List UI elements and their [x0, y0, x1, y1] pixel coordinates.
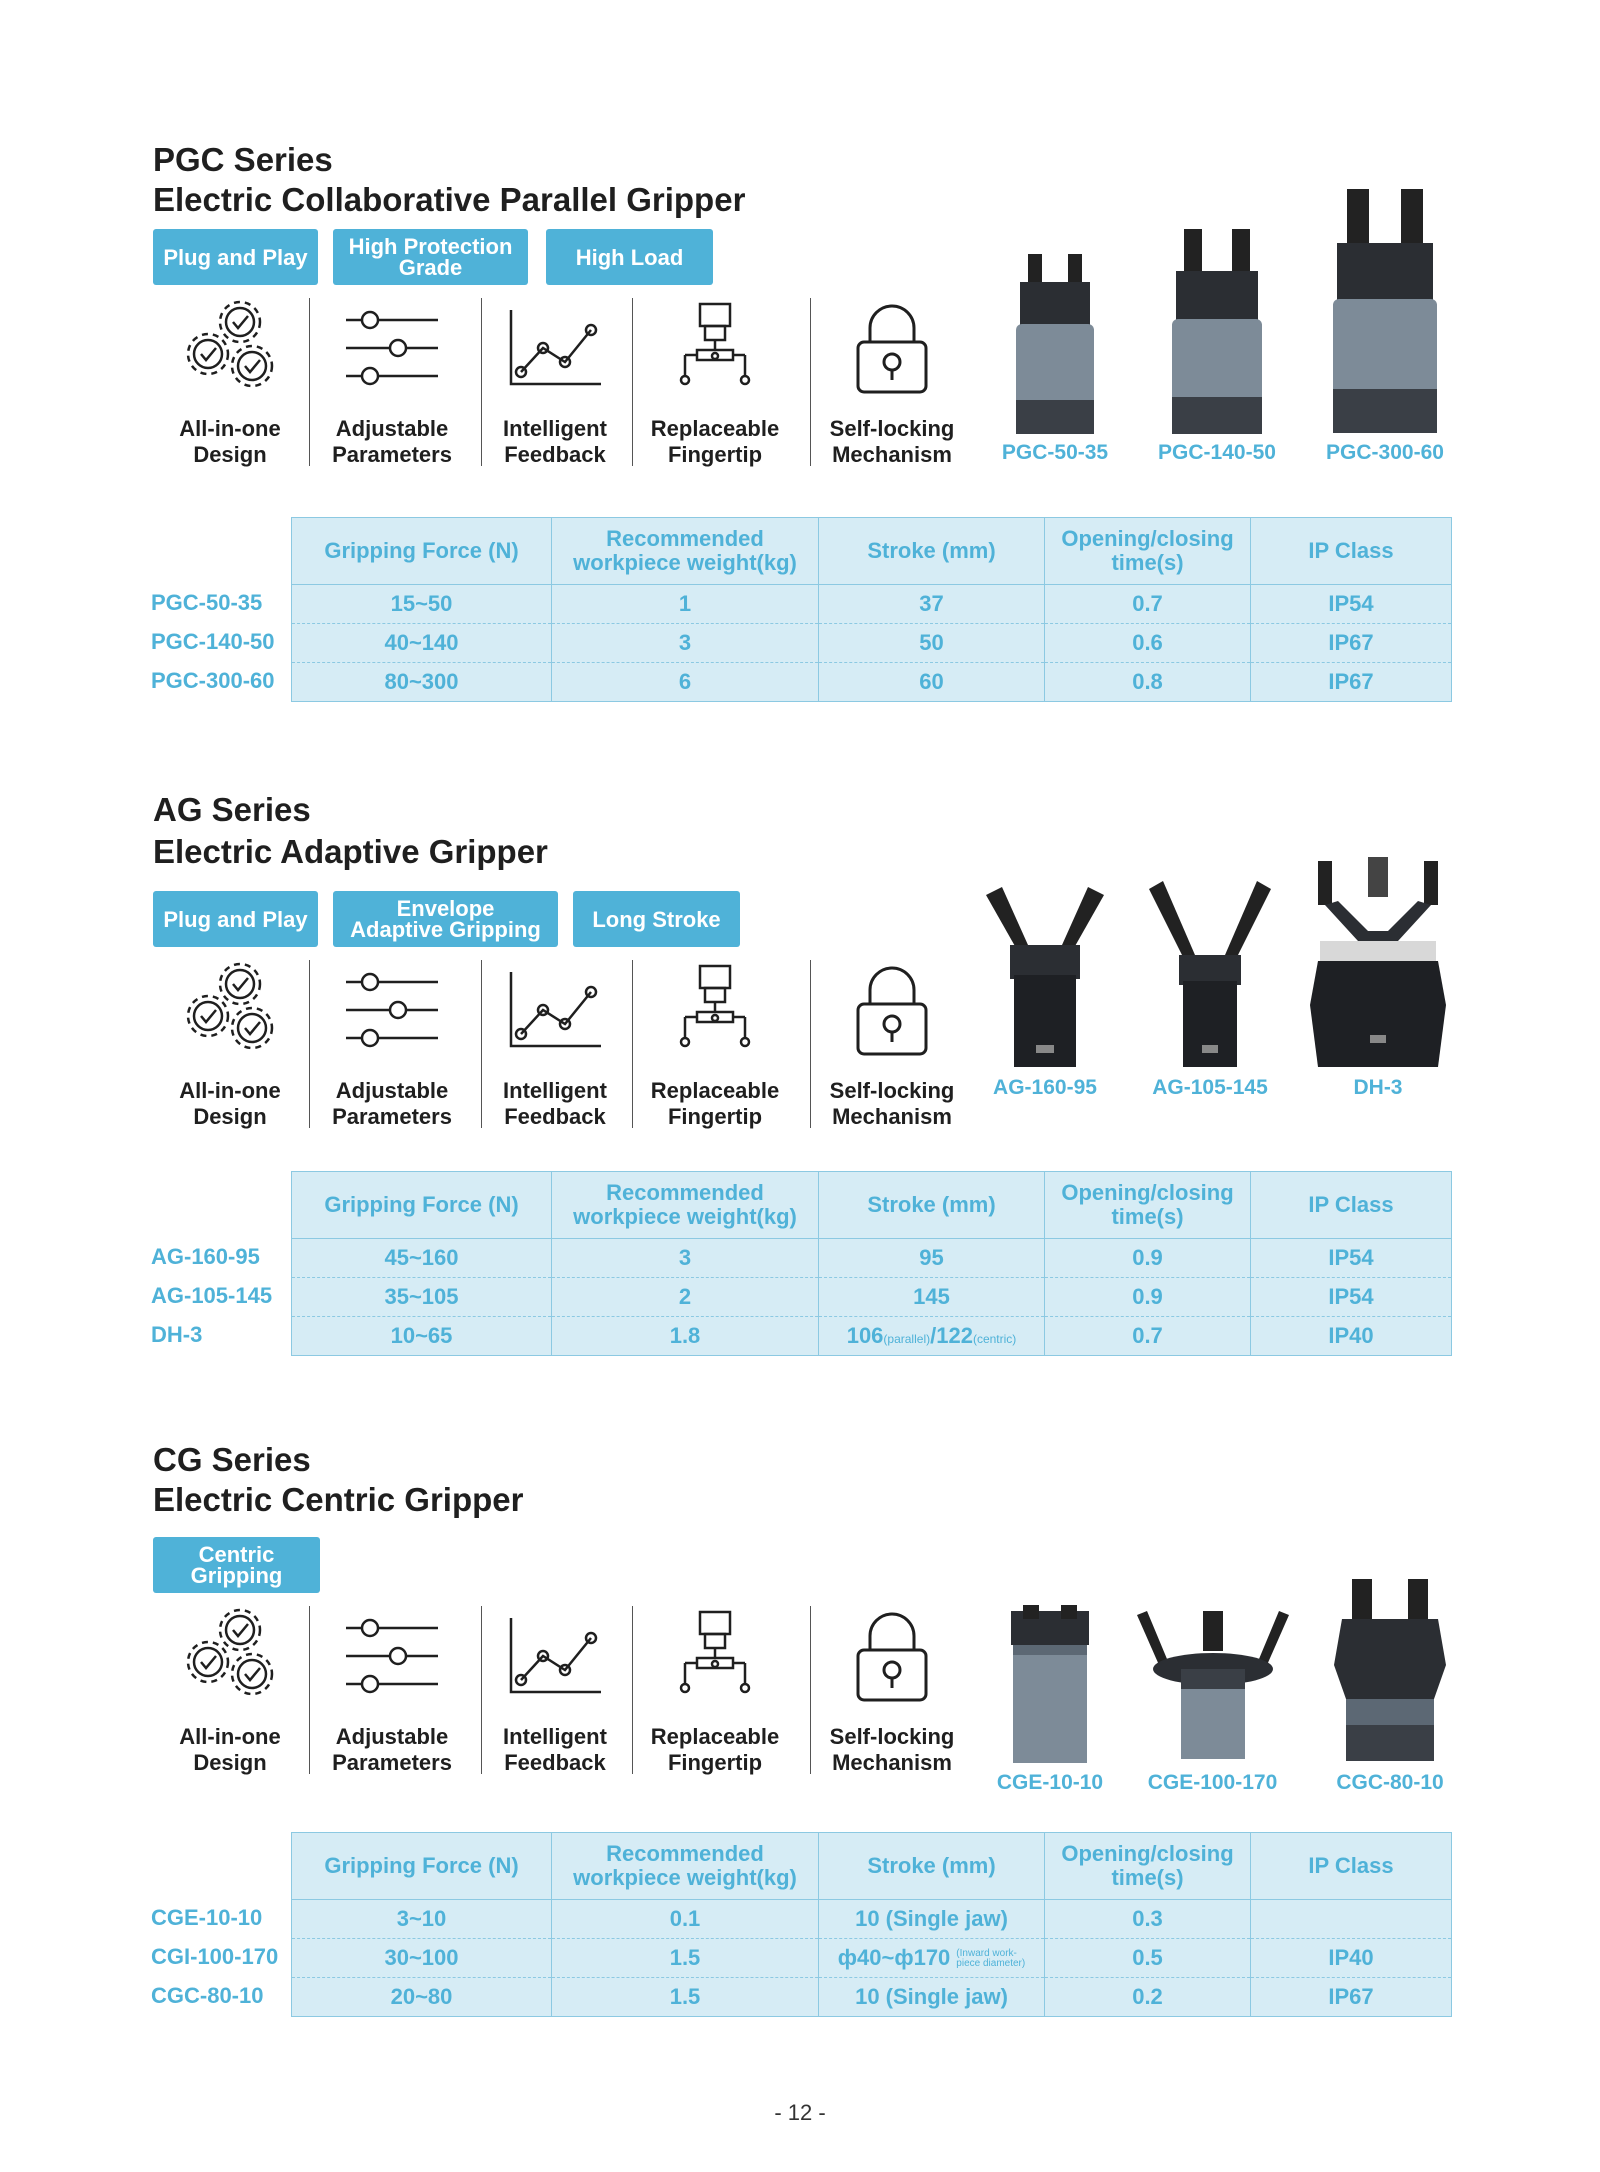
product-image	[1008, 240, 1103, 435]
cell-force: 3~10	[292, 1900, 552, 1939]
tag-plug-and-play: Plug and Play	[153, 229, 318, 285]
cell-stroke: 145	[819, 1278, 1045, 1317]
feature-label: Self-locking Mechanism	[829, 1724, 955, 1775]
cell-weight: 2	[552, 1278, 819, 1317]
divider	[632, 1606, 633, 1774]
stroke-value: ф40~ф170	[837, 1945, 951, 1970]
feature-all-in-one	[174, 960, 286, 1130]
col-header: Recommended workpiece weight(kg)	[552, 1833, 819, 1900]
feature-self-locking	[822, 298, 962, 468]
feature-adjustable	[322, 298, 462, 468]
col-header: Gripping Force (N)	[292, 518, 552, 585]
col-header: Recommended workpiece weight(kg)	[552, 518, 819, 585]
feature-intelligent	[490, 960, 620, 1130]
product-image	[1133, 1595, 1293, 1765]
product-name: CGE-10-10	[996, 1771, 1104, 1794]
cell-ip: IP54	[1251, 585, 1452, 624]
row-label: CGC-80-10	[151, 1983, 264, 2008]
spec-table	[291, 1171, 1452, 1356]
product-image	[1162, 215, 1272, 435]
feature-label: Replaceable Fingertip	[650, 416, 780, 467]
gripper-fingertip-icon	[665, 960, 765, 1060]
divider	[810, 960, 811, 1128]
gripper-fingertip-icon	[665, 298, 765, 398]
cell-weight: 1.5	[552, 1978, 819, 2017]
product-name: PGC-50-35	[1001, 441, 1109, 464]
feature-replaceable	[645, 1606, 785, 1776]
spec-table	[291, 1832, 1452, 2017]
tag-envelope-adaptive: Envelope Adaptive Gripping	[333, 891, 558, 947]
col-header: Opening/closing time(s)	[1045, 1172, 1251, 1239]
stroke-note: (Inward work- piece diameter)	[956, 1948, 1026, 1970]
product-cge-10-10	[990, 1600, 1110, 1795]
stroke-note: (parallel)	[883, 1332, 931, 1346]
col-header: Gripping Force (N)	[292, 1833, 552, 1900]
product-cge-100-170	[1130, 1595, 1295, 1795]
cell-time: 0.3	[1045, 1900, 1251, 1939]
feature-intelligent	[490, 298, 620, 468]
cell-ip	[1251, 1900, 1452, 1939]
sliders-icon	[342, 298, 442, 398]
feature-replaceable	[645, 960, 785, 1130]
cell-ip: IP67	[1251, 663, 1452, 702]
divider	[481, 960, 482, 1128]
page-number: - 12 -	[774, 2100, 826, 2125]
feature-label: All-in-one Design	[179, 1724, 281, 1775]
product-image	[1298, 850, 1458, 1070]
feature-label: All-in-one Design	[179, 1078, 281, 1129]
feature-intelligent	[490, 1606, 620, 1776]
product-image	[980, 870, 1110, 1070]
col-header: Opening/closing time(s)	[1045, 518, 1251, 585]
cell-weight: 3	[552, 1239, 819, 1278]
divider	[309, 1606, 310, 1774]
product-pgc-50-35	[995, 240, 1115, 465]
product-name: CGC-80-10	[1336, 1771, 1444, 1794]
spec-table	[291, 517, 1452, 702]
cell-ip: IP54	[1251, 1278, 1452, 1317]
table-row	[292, 1978, 1452, 2017]
feature-self-locking	[822, 1606, 962, 1776]
product-image	[1145, 870, 1275, 1070]
cell-stroke: 37	[819, 585, 1045, 624]
product-dh-3	[1298, 850, 1458, 1100]
row-label: AG-160-95	[151, 1244, 260, 1269]
col-header: IP Class	[1251, 518, 1452, 585]
cell-stroke: 10 (Single jaw)	[819, 1900, 1045, 1939]
gripper-fingertip-icon	[665, 1606, 765, 1706]
cell-ip: IP40	[1251, 1317, 1452, 1356]
product-name: AG-105-145	[1152, 1076, 1268, 1099]
col-header: Stroke (mm)	[819, 1833, 1045, 1900]
cell-stroke: 10 (Single jaw)	[819, 1978, 1045, 2017]
col-header: IP Class	[1251, 1833, 1452, 1900]
cell-force: 80~300	[292, 663, 552, 702]
cell-weight: 1	[552, 585, 819, 624]
padlock-icon	[842, 298, 942, 398]
feature-all-in-one	[174, 1606, 286, 1776]
divider	[632, 960, 633, 1128]
feature-self-locking	[822, 960, 962, 1130]
cell-force: 30~100	[292, 1939, 552, 1978]
feature-row	[0, 1606, 1000, 1786]
cell-stroke: 95	[819, 1239, 1045, 1278]
row-label: AG-105-145	[151, 1283, 273, 1308]
col-header: Recommended workpiece weight(kg)	[552, 1172, 819, 1239]
product-name: CGE-100-170	[1147, 1771, 1278, 1794]
cell-ip: IP40	[1251, 1939, 1452, 1978]
feature-adjustable	[322, 960, 462, 1130]
cell-stroke	[819, 1317, 1045, 1356]
row-label: PGC-50-35	[151, 590, 263, 615]
cell-time: 0.9	[1045, 1278, 1251, 1317]
row-label: PGC-140-50	[151, 629, 275, 654]
cell-time: 0.6	[1045, 624, 1251, 663]
cell-force: 20~80	[292, 1978, 552, 2017]
col-header: IP Class	[1251, 1172, 1452, 1239]
divider	[632, 298, 633, 466]
cell-weight: 1.8	[552, 1317, 819, 1356]
stroke-separator: /	[930, 1323, 937, 1348]
gears-check-icon	[180, 298, 280, 398]
table-row	[292, 1317, 1452, 1356]
feature-replaceable	[645, 298, 785, 468]
gears-check-icon	[180, 960, 280, 1060]
line-graph-icon	[505, 1606, 605, 1706]
cell-ip: IP67	[1251, 624, 1452, 663]
padlock-icon	[842, 960, 942, 1060]
cell-force: 15~50	[292, 585, 552, 624]
section-title: AG Series	[153, 791, 311, 828]
cell-weight: 3	[552, 624, 819, 663]
feature-label: Intelligent Feedback	[503, 416, 607, 467]
divider	[481, 1606, 482, 1774]
tag-high-load: High Load	[546, 229, 713, 285]
table-row	[292, 1900, 1452, 1939]
product-pgc-300-60	[1315, 178, 1455, 465]
cell-weight: 1.5	[552, 1939, 819, 1978]
row-label: CGE-10-10	[151, 1905, 263, 1930]
tag-high-protection: High Protection Grade	[333, 229, 528, 285]
section-title: CG Series	[153, 1441, 311, 1478]
feature-row	[0, 298, 1000, 478]
cell-ip: IP67	[1251, 1978, 1452, 2017]
feature-row	[0, 960, 1000, 1140]
table-row	[292, 1278, 1452, 1317]
product-name: AG-160-95	[993, 1076, 1097, 1099]
col-header: Stroke (mm)	[819, 1172, 1045, 1239]
product-name: DH-3	[1353, 1076, 1403, 1099]
feature-label: Intelligent Feedback	[503, 1078, 607, 1129]
table-row	[292, 1939, 1452, 1978]
row-label: CGI-100-170	[151, 1944, 279, 1969]
cell-time: 0.2	[1045, 1978, 1251, 2017]
feature-label: Replaceable Fingertip	[650, 1078, 780, 1129]
cell-force: 40~140	[292, 624, 552, 663]
feature-label: Replaceable Fingertip	[650, 1724, 780, 1775]
stroke-value: 122	[936, 1323, 973, 1348]
row-label: PGC-300-60	[151, 668, 275, 693]
product-ag-160-95	[975, 870, 1115, 1100]
cell-weight: 6	[552, 663, 819, 702]
cell-weight: 0.1	[552, 1900, 819, 1939]
section-subtitle: Electric Adaptive Gripper	[153, 833, 548, 870]
cell-time: 0.5	[1045, 1939, 1251, 1978]
cell-force: 35~105	[292, 1278, 552, 1317]
cell-ip: IP54	[1251, 1239, 1452, 1278]
section-title: PGC Series	[153, 141, 333, 178]
cell-time: 0.7	[1045, 585, 1251, 624]
cell-stroke	[819, 1939, 1045, 1978]
cell-force: 45~160	[292, 1239, 552, 1278]
product-cgc-80-10	[1320, 1565, 1460, 1795]
table-row	[292, 1239, 1452, 1278]
table-row	[292, 663, 1452, 702]
feature-label: Adjustable Parameters	[332, 1078, 452, 1129]
feature-label: All-in-one Design	[179, 416, 281, 467]
tag-plug-and-play: Plug and Play	[153, 891, 318, 947]
product-image	[1005, 1600, 1095, 1765]
divider	[810, 1606, 811, 1774]
cell-time: 0.9	[1045, 1239, 1251, 1278]
col-header: Gripping Force (N)	[292, 1172, 552, 1239]
table-row	[292, 624, 1452, 663]
feature-label: Adjustable Parameters	[332, 1724, 452, 1775]
tag-centric-gripping: Centric Gripping	[153, 1537, 320, 1593]
sliders-icon	[342, 1606, 442, 1706]
product-ag-105-145	[1140, 870, 1280, 1100]
col-header: Opening/closing time(s)	[1045, 1833, 1251, 1900]
sliders-icon	[342, 960, 442, 1060]
feature-label: Self-locking Mechanism	[829, 416, 955, 467]
stroke-note: (centric)	[972, 1332, 1017, 1346]
divider	[481, 298, 482, 466]
product-image	[1330, 1565, 1450, 1765]
section-subtitle: Electric Collaborative Parallel Gripper	[153, 181, 746, 218]
feature-label: Adjustable Parameters	[332, 416, 452, 467]
col-header: Stroke (mm)	[819, 518, 1045, 585]
line-graph-icon	[505, 960, 605, 1060]
line-graph-icon	[505, 298, 605, 398]
divider	[309, 960, 310, 1128]
gears-check-icon	[180, 1606, 280, 1706]
product-image	[1323, 178, 1447, 435]
stroke-value: 106	[846, 1323, 884, 1348]
feature-all-in-one	[174, 298, 286, 468]
table-row	[292, 585, 1452, 624]
padlock-icon	[842, 1606, 942, 1706]
cell-stroke: 60	[819, 663, 1045, 702]
section-subtitle: Electric Centric Gripper	[153, 1481, 524, 1518]
feature-adjustable	[322, 1606, 462, 1776]
product-name: PGC-140-50	[1158, 441, 1276, 464]
row-label: DH-3	[151, 1322, 203, 1347]
cell-time: 0.8	[1045, 663, 1251, 702]
feature-label: Self-locking Mechanism	[829, 1078, 955, 1129]
cell-time: 0.7	[1045, 1317, 1251, 1356]
divider	[810, 298, 811, 466]
product-pgc-140-50	[1152, 215, 1282, 465]
cell-stroke: 50	[819, 624, 1045, 663]
divider	[309, 298, 310, 466]
tag-long-stroke: Long Stroke	[573, 891, 740, 947]
feature-label: Intelligent Feedback	[503, 1724, 607, 1775]
product-name: PGC-300-60	[1326, 441, 1444, 464]
cell-force: 10~65	[292, 1317, 552, 1356]
